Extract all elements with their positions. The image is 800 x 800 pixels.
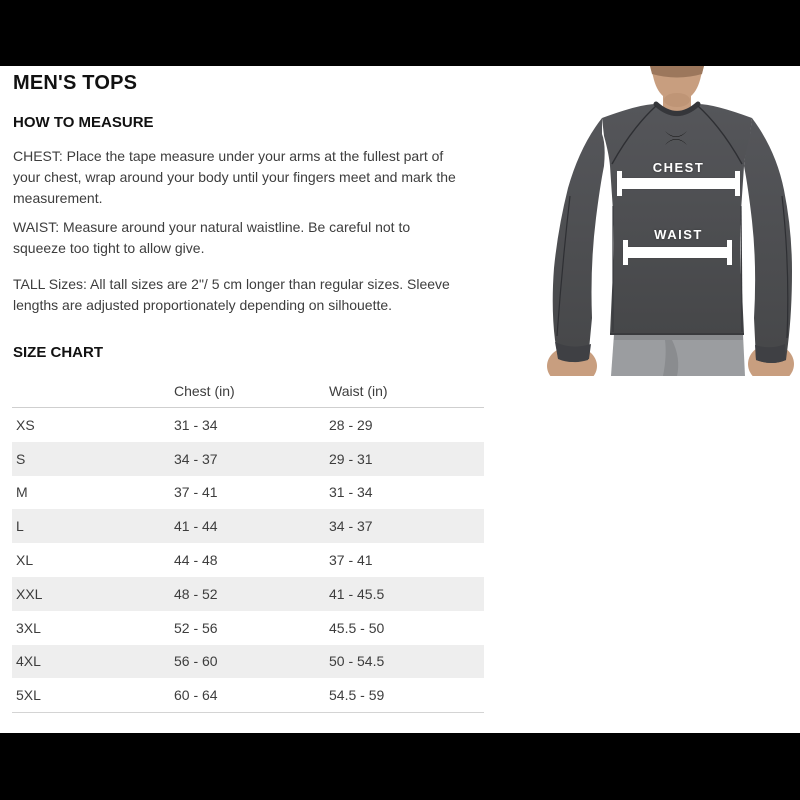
chest-measure-label: CHEST bbox=[652, 160, 705, 175]
tall-sizes-note: TALL Sizes: All tall sizes are 2"/ 5 cm longer than regular sizes. Sleeve lengths are adjusted proportionately depending on silhouette. bbox=[13, 276, 450, 313]
cell-size: S bbox=[16, 450, 26, 467]
header-chest: Chest (in) bbox=[174, 383, 235, 399]
cell-waist: 37 - 41 bbox=[329, 552, 373, 569]
cell-size: XL bbox=[16, 552, 34, 569]
waist-measure-label: WAIST bbox=[654, 227, 703, 242]
table-row bbox=[12, 509, 484, 543]
bar-endcap bbox=[727, 240, 732, 265]
cell-size: 5XL bbox=[16, 687, 41, 704]
cell-size: L bbox=[16, 518, 24, 535]
table-row bbox=[12, 442, 484, 476]
cell-waist: 28 - 29 bbox=[329, 416, 373, 433]
cell-waist: 54.5 - 59 bbox=[329, 687, 385, 704]
cell-waist: 34 - 37 bbox=[329, 518, 373, 535]
cell-size: M bbox=[16, 484, 28, 501]
cell-chest: 44 - 48 bbox=[174, 552, 218, 569]
waist-measure-bar bbox=[623, 247, 732, 258]
size-chart-table bbox=[12, 375, 484, 713]
cell-waist: 45.5 - 50 bbox=[329, 619, 385, 636]
how-to-measure-heading: HOW TO MEASURE bbox=[13, 114, 154, 131]
cell-waist: 31 - 34 bbox=[329, 484, 373, 501]
table-row bbox=[12, 476, 484, 510]
table-body bbox=[12, 408, 484, 713]
table-row bbox=[12, 577, 484, 611]
cell-size: 4XL bbox=[16, 653, 41, 670]
cell-size: XS bbox=[16, 416, 35, 433]
cell-waist: 29 - 31 bbox=[329, 450, 373, 467]
header-waist: Waist (in) bbox=[329, 383, 388, 399]
top-black-bar bbox=[0, 0, 800, 66]
bar-endcap bbox=[735, 171, 740, 196]
cell-chest: 31 - 34 bbox=[174, 416, 218, 433]
chest-instructions: CHEST: Place the tape measure under your arms at the fullest part of your chest, wrap around your body until your fingers meet and mark the measurement. bbox=[13, 148, 456, 206]
cell-chest: 37 - 41 bbox=[174, 484, 218, 501]
table-row bbox=[12, 408, 484, 442]
bottom-black-bar bbox=[0, 733, 800, 800]
cell-chest: 52 - 56 bbox=[174, 619, 218, 636]
page-title: MEN'S TOPS bbox=[13, 72, 138, 94]
bar-endcap bbox=[623, 240, 628, 265]
cell-waist: 50 - 54.5 bbox=[329, 653, 385, 670]
cell-chest: 48 - 52 bbox=[174, 585, 218, 602]
man-figure-graphic bbox=[540, 66, 800, 376]
chest-measure-bar bbox=[617, 178, 740, 189]
cell-chest: 56 - 60 bbox=[174, 653, 218, 670]
table-row bbox=[12, 543, 484, 577]
cell-chest: 60 - 64 bbox=[174, 687, 218, 704]
size-chart-heading: SIZE CHART bbox=[13, 344, 103, 361]
table-row bbox=[12, 611, 484, 645]
cell-chest: 41 - 44 bbox=[174, 518, 218, 535]
cell-chest: 34 - 37 bbox=[174, 450, 218, 467]
table-header-row bbox=[12, 375, 484, 408]
table-row bbox=[12, 645, 484, 679]
cell-waist: 41 - 45.5 bbox=[329, 585, 385, 602]
measurement-model-image bbox=[540, 66, 800, 376]
waist-instructions: WAIST: Measure around your natural waistline. Be careful not to squeeze too tight to allow give. bbox=[13, 219, 411, 256]
cell-size: 3XL bbox=[16, 619, 41, 636]
table-row bbox=[12, 678, 484, 712]
cell-size: XXL bbox=[16, 585, 43, 602]
bar-endcap bbox=[617, 171, 622, 196]
